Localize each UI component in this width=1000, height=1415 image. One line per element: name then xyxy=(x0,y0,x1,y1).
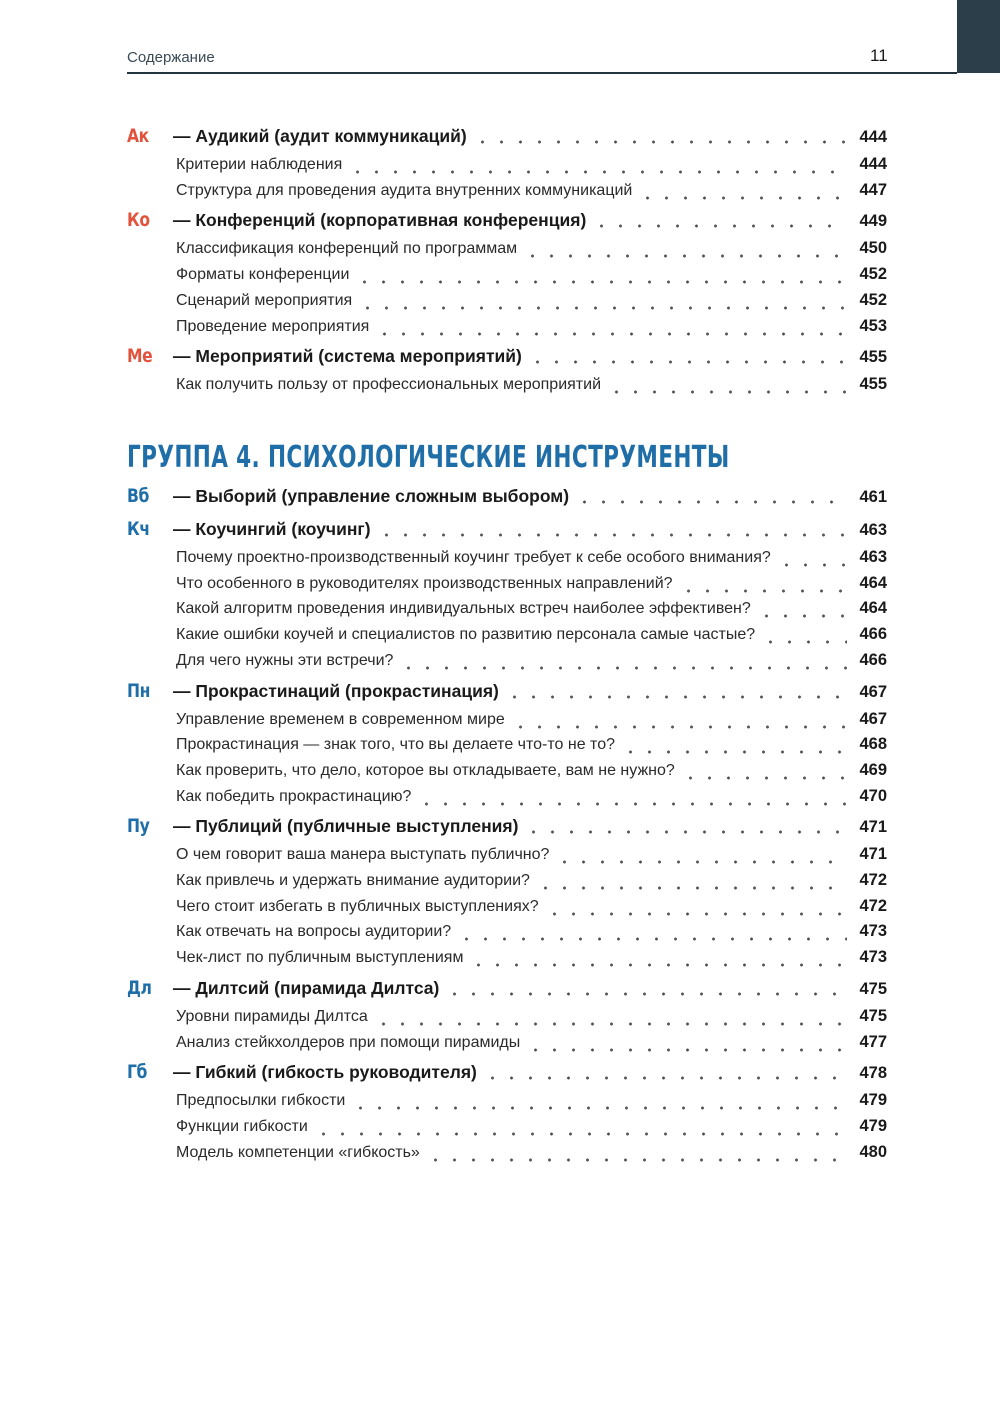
entry-title: — Аудикий (аудит коммуникаций) xyxy=(173,126,467,146)
toc-subentry[interactable] xyxy=(127,761,887,787)
dot-leader xyxy=(445,992,847,996)
page-ref: 475 xyxy=(859,979,887,998)
toc-entry[interactable] xyxy=(127,345,887,371)
toc-subentry[interactable] xyxy=(127,155,887,181)
dot-leader xyxy=(761,640,847,644)
dot-leader xyxy=(348,170,847,174)
dot-leader xyxy=(679,589,847,593)
subentry-title: Проведение мероприятия xyxy=(176,317,370,335)
toc-subentry[interactable] xyxy=(127,1143,887,1169)
page-ref: 461 xyxy=(859,488,887,506)
dot-leader xyxy=(469,963,847,967)
page-ref: 466 xyxy=(859,625,887,644)
page-ref: 463 xyxy=(859,521,887,539)
dot-leader xyxy=(592,224,847,228)
toc-subentry[interactable] xyxy=(127,548,887,574)
entry-abbreviation: Ак xyxy=(127,125,149,147)
dot-leader xyxy=(575,500,847,504)
page-ref: 473 xyxy=(859,922,887,941)
entry-title: — Конференций (корпоративная конференция) xyxy=(173,210,587,231)
toc-subentry[interactable] xyxy=(127,375,887,401)
dot-leader xyxy=(555,860,847,864)
toc-subentry[interactable] xyxy=(127,651,887,677)
dot-leader xyxy=(526,1048,847,1052)
group-4-heading: ГРУППА 4. ПСИХОЛОГИЧЕСКИЕ ИНСТРУМЕНТЫ xyxy=(127,440,730,475)
page-ref: 472 xyxy=(859,896,887,915)
page-ref: 477 xyxy=(859,1032,887,1051)
page-ref: 444 xyxy=(859,155,887,173)
entry-title: — Гибкий (гибкость руководителя) xyxy=(173,1062,477,1083)
header-divider xyxy=(127,72,957,74)
dot-leader xyxy=(483,1076,847,1080)
dot-leader xyxy=(374,1022,847,1026)
page-ref: 479 xyxy=(859,1091,887,1110)
subentry-title: Какой алгоритм проведения индивидуальных встреч наиболее эффективен? xyxy=(176,600,751,618)
dot-leader xyxy=(681,776,847,780)
entry-abbreviation: Гб xyxy=(127,1061,147,1084)
subentry-title: Функции гибкости xyxy=(176,1117,308,1135)
page-ref: 480 xyxy=(859,1142,887,1161)
dot-leader xyxy=(777,563,847,567)
entry-title: — Выборий (управление сложным выбором) xyxy=(173,486,570,506)
subentry-title: Управление временем в современном мире xyxy=(176,710,505,728)
dot-leader xyxy=(524,830,847,834)
toc-entry[interactable] xyxy=(127,518,887,544)
toc-subentry[interactable] xyxy=(127,291,887,317)
entry-title: — Публиций (публичные выступления) xyxy=(173,816,519,837)
entry-abbreviation: Ко xyxy=(127,209,150,232)
subentry-title: Как привлечь и удержать внимание аудитории? xyxy=(176,872,530,889)
dot-leader xyxy=(545,912,847,916)
toc-subentry[interactable] xyxy=(127,574,887,600)
subentry-title: Для чего нужны эти встречи? xyxy=(176,651,394,669)
dot-leader xyxy=(377,533,847,537)
page-ref: 466 xyxy=(859,650,887,669)
subentry-title: Анализ стейкхолдеров при помощи пирамиды xyxy=(176,1033,521,1051)
entry-abbreviation: Ме xyxy=(127,345,153,368)
toc-subentry[interactable] xyxy=(127,897,887,923)
dot-leader xyxy=(355,280,847,284)
toc-subentry[interactable] xyxy=(127,948,887,974)
toc-entry[interactable] xyxy=(127,680,887,706)
page-ref: 447 xyxy=(859,180,887,199)
page-ref: 467 xyxy=(859,709,887,728)
dot-leader xyxy=(314,1132,847,1136)
subentry-title: Предпосылки гибкости xyxy=(176,1092,346,1110)
toc-entry[interactable] xyxy=(127,209,887,235)
toc-subentry[interactable] xyxy=(127,625,887,651)
toc-subentry[interactable] xyxy=(127,922,887,948)
toc-entry[interactable] xyxy=(127,977,887,1003)
toc-subentry[interactable] xyxy=(127,239,887,265)
page-ref: 473 xyxy=(859,948,887,967)
page-ref: 452 xyxy=(859,265,887,284)
page-ref: 450 xyxy=(859,239,887,258)
dot-leader xyxy=(621,750,847,754)
corner-tab xyxy=(957,0,1000,73)
entry-title: — Мероприятий (система мероприятий) xyxy=(173,346,522,367)
subentry-title: Как отвечать на вопросы аудитории? xyxy=(176,923,452,941)
page-ref: 464 xyxy=(859,599,887,618)
entry-abbreviation: Дл xyxy=(127,976,152,999)
page-ref: 455 xyxy=(859,348,887,367)
toc-subentry[interactable] xyxy=(127,317,887,343)
running-header: Содержание xyxy=(127,49,215,66)
page-ref: 455 xyxy=(859,375,887,394)
toc-entry[interactable] xyxy=(127,125,887,151)
toc-subentry[interactable] xyxy=(127,710,887,736)
dot-leader xyxy=(511,725,847,729)
dot-leader xyxy=(417,802,847,806)
subentry-title: Что особенного в руководителях производственных направлений? xyxy=(176,574,673,592)
subentry-title: Какие ошибки коучей и специалистов по развитию персонала самые частые? xyxy=(176,626,756,644)
page-ref: 463 xyxy=(859,548,887,566)
page-ref: 472 xyxy=(859,871,887,889)
dot-leader xyxy=(505,695,847,699)
page-ref: 444 xyxy=(859,128,887,146)
entry-title: — Коучингий (коучинг) xyxy=(173,519,371,539)
page-ref: 468 xyxy=(859,735,887,754)
subentry-title: Сценарий мероприятия xyxy=(176,291,353,309)
page-number: 11 xyxy=(870,46,888,65)
entry-abbreviation: Кч xyxy=(127,518,150,540)
dot-leader xyxy=(757,614,847,618)
toc-entry[interactable] xyxy=(127,1061,887,1087)
entry-title: — Прокрастинаций (прокрастинация) xyxy=(173,680,499,701)
page-ref: 470 xyxy=(859,786,887,805)
dot-leader xyxy=(426,1158,847,1162)
entry-abbreviation: Вб xyxy=(127,485,149,507)
subentry-title: Как получить пользу от профессиональных мероприятий xyxy=(176,376,602,394)
dot-leader xyxy=(473,140,847,144)
subentry-title: Чего стоит избегать в публичных выступлениях? xyxy=(176,897,539,915)
subentry-title: Прокрастинация — знак того, что вы делаете что-то не то? xyxy=(176,736,615,754)
toc-subentry[interactable] xyxy=(127,1007,887,1033)
page-ref: 464 xyxy=(859,573,887,592)
toc-entry[interactable] xyxy=(127,815,887,841)
entry-abbreviation: Пн xyxy=(127,679,150,702)
entry-title: — Дилтсий (пирамида Дилтса) xyxy=(173,977,440,998)
toc-subentry[interactable] xyxy=(127,181,887,207)
subentry-title: Уровни пирамиды Дилтса xyxy=(176,1007,368,1025)
page-ref: 471 xyxy=(859,818,887,837)
page-ref: 475 xyxy=(859,1006,887,1025)
subentry-title: Классификация конференций по программам xyxy=(176,240,518,258)
toc-subentry[interactable] xyxy=(127,871,887,897)
page-ref: 449 xyxy=(859,212,887,231)
subentry-title: Форматы конференции xyxy=(176,266,350,284)
dot-leader xyxy=(607,390,847,394)
dot-leader xyxy=(638,196,847,200)
dot-leader xyxy=(523,254,847,258)
toc-subentry[interactable] xyxy=(127,599,887,625)
subentry-title: Модель компетенции «гибкость» xyxy=(176,1143,420,1161)
entry-abbreviation: Пу xyxy=(127,815,150,838)
toc-subentry[interactable] xyxy=(127,787,887,813)
toc-subentry[interactable] xyxy=(127,1117,887,1143)
dot-leader xyxy=(457,937,847,941)
subentry-title: Как проверить, что дело, которое вы откладываете, вам не нужно? xyxy=(176,761,675,779)
subentry-title: Критерии наблюдения xyxy=(176,156,343,173)
subentry-title: Структура для проведения аудита внутренних коммуникаций xyxy=(176,181,633,199)
page-ref: 467 xyxy=(859,682,887,701)
page-ref: 452 xyxy=(859,290,887,309)
toc-subentry[interactable] xyxy=(127,845,887,871)
page-ref: 453 xyxy=(859,316,887,335)
dot-leader xyxy=(375,332,847,336)
toc-entry[interactable] xyxy=(127,485,887,511)
subentry-title: Как победить прокрастинацию? xyxy=(176,787,412,805)
dot-leader xyxy=(528,360,847,364)
toc-subentry[interactable] xyxy=(127,265,887,291)
dot-leader xyxy=(536,886,847,890)
dot-leader xyxy=(358,306,847,310)
subentry-title: О чем говорит ваша манера выступать публично? xyxy=(176,846,550,864)
subentry-title: Чек-лист по публичным выступлениям xyxy=(176,949,464,967)
toc-subentry[interactable] xyxy=(127,1033,887,1059)
toc-subentry[interactable] xyxy=(127,1091,887,1117)
dot-leader xyxy=(351,1106,847,1110)
dot-leader xyxy=(399,666,847,670)
page-ref: 479 xyxy=(859,1116,887,1135)
page-ref: 478 xyxy=(859,1064,887,1083)
toc-subentry[interactable] xyxy=(127,735,887,761)
page-ref: 471 xyxy=(859,845,887,864)
page-ref: 469 xyxy=(859,760,887,779)
subentry-title: Почему проектно-производственный коучинг требует к себе особого внимания? xyxy=(176,549,771,566)
